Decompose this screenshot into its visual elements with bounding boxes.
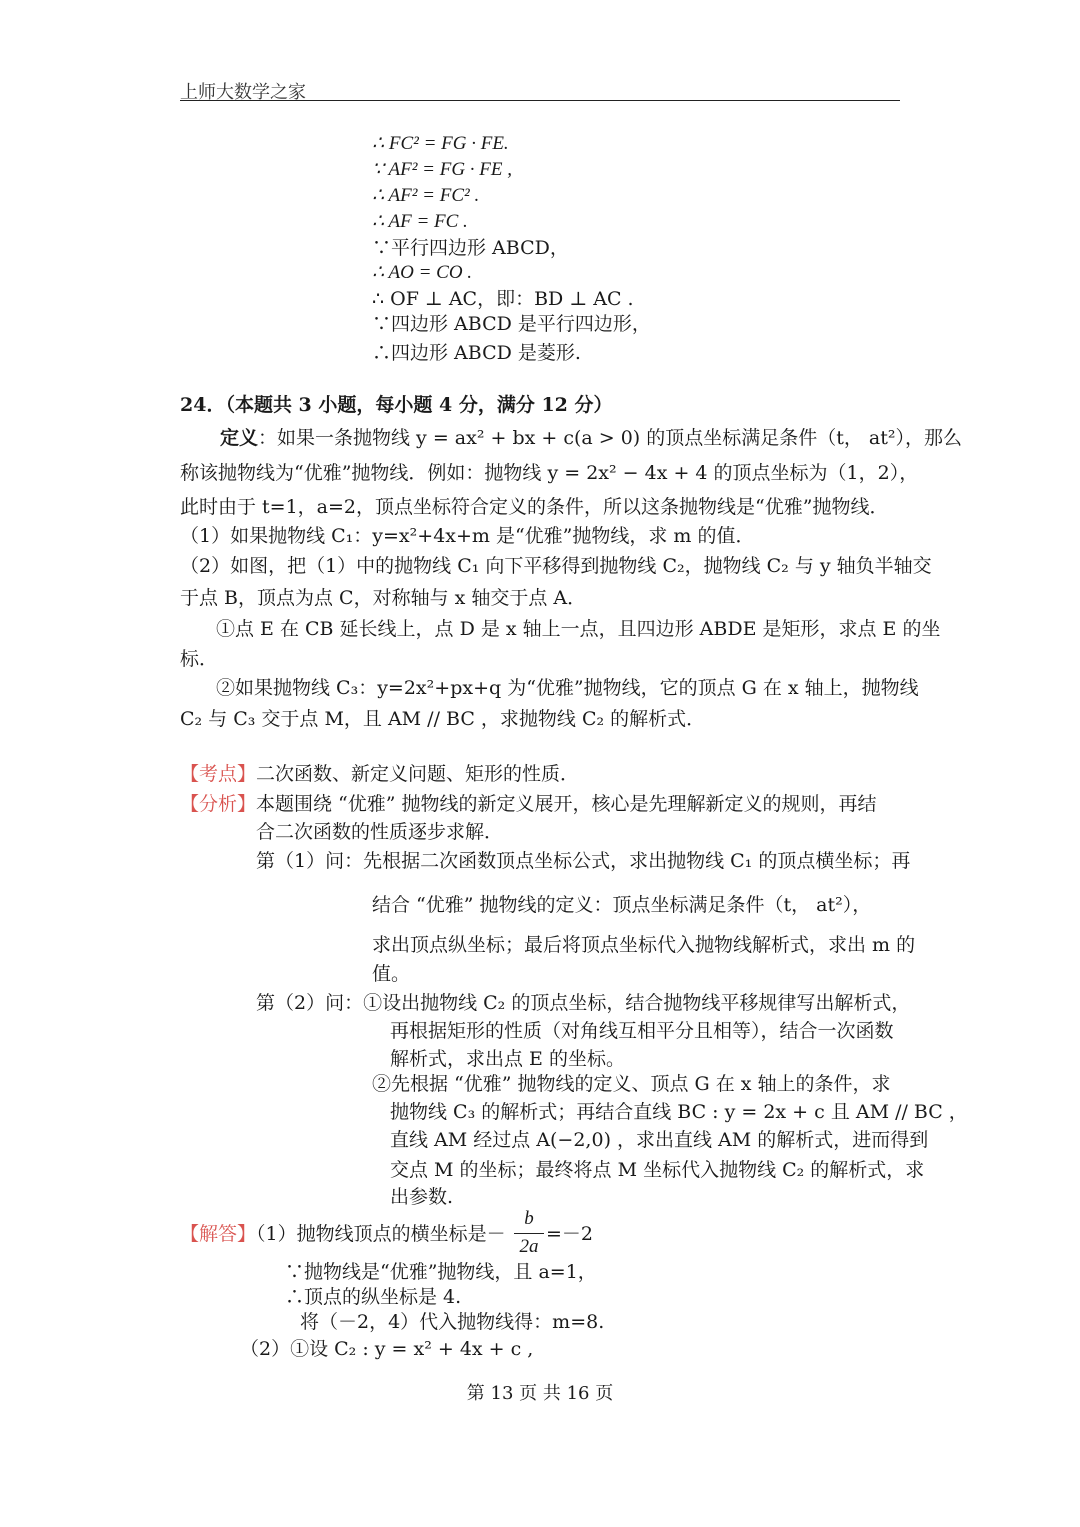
solution-line-1 [180, 1222, 506, 1246]
part2b-line-3: 直线 AM 经过点 A(−2,0) ，求出直线 AM 的解析式，进而得到 [390, 1129, 929, 1151]
question-2b-line-2: C₂ 与 C₃ 交于点 M，且 AM // BC ，求抛物线 C₂ 的解析式． [180, 708, 706, 730]
part2b-line-1: ②先根据 “优雅” 抛物线的定义、顶点 G 在 x 轴上的条件，求 [372, 1073, 891, 1095]
definition-line-1 [220, 426, 962, 450]
proof-line: ∴ AO = CO . [372, 262, 473, 283]
question-1: （1）如果抛物线 C₁：y=x²+4x+m 是“优雅”抛物线，求 m 的值． [180, 525, 755, 547]
definition-label: 定义 [220, 427, 259, 449]
solution-suffix: =－2 [546, 1223, 594, 1245]
part1-line-2: 结合 “优雅” 抛物线的定义：顶点坐标满足条件（t， at²）， [372, 894, 872, 916]
proof-line: ∵ AF² = FG · FE , [372, 159, 513, 180]
definition-line-2: 称该抛物线为“优雅”抛物线．例如：抛物线 y = 2x² − 4x + 4 的顶点坐标为（1，2）， [180, 462, 919, 484]
kaodian-text: 二次函数、新定义问题、矩形的性质． [256, 763, 580, 785]
solution-tag: 【解答】 [180, 1223, 257, 1245]
kaodian-line [180, 762, 579, 786]
fraction-bar [514, 1233, 544, 1234]
page-footer: 第 13 页 共 16 页 [466, 1383, 614, 1404]
header-rule [180, 100, 900, 101]
question-2-line-1: （2）如图，把（1）中的抛物线 C₁ 向下平移得到抛物线 C₂，抛物线 C₂ 与 y 轴负半轴交 [180, 555, 932, 577]
fenxi-text: 本题围绕 “优雅” 抛物线的新定义展开，核心是先理解新定义的规则，再结 [256, 793, 877, 815]
proof-line: ∴四边形 ABCD 是菱形. [372, 342, 581, 364]
proof-line: ∴ OF ⊥ AC，即：BD ⊥ AC . [372, 288, 634, 310]
proof-line: ∴ AF = FC . [372, 211, 468, 232]
proof-line: ∴ FC² = FG · FE. [372, 133, 509, 154]
part1-line-4: 值。 [372, 963, 411, 985]
part1-line-1: 第（1）问：先根据二次函数顶点坐标公式，求出抛物线 C₁ 的顶点横坐标；再 [256, 850, 911, 872]
fraction-numerator: b [524, 1208, 534, 1229]
part2b-line-4: 交点 M 的坐标；最终将点 M 坐标代入抛物线 C₂ 的解析式，求 [390, 1159, 925, 1181]
solution-line-5: （2）①设 C₂ : y = x² + 4x + c , [240, 1338, 534, 1360]
part1-line-3: 求出顶点纵坐标；最后将顶点坐标代入抛物线解析式，求出 m 的 [372, 934, 916, 956]
solution-line-2: ∵抛物线是“优雅”抛物线，且 a=1， [285, 1261, 597, 1283]
part2-line-3: 解析式，求出点 E 的坐标。 [390, 1048, 625, 1070]
solution-prefix: （1）抛物线顶点的横坐标是－ [256, 1223, 506, 1245]
definition-line-3: 此时由于 t=1，a=2，顶点坐标符合定义的条件，所以这条抛物线是“优雅”抛物线． [180, 496, 889, 518]
kaodian-tag: 【考点】 [180, 763, 257, 785]
part2b-line-2: 抛物线 C₃ 的解析式；再结合直线 BC : y = 2x + c 且 AM // BC ， [390, 1101, 968, 1123]
proof-line: ∴ AF² = FC² . [372, 185, 480, 206]
question-2b-line-1: ②如果抛物线 C₃：y=2x²+px+q 为“优雅”抛物线，它的顶点 G 在 x 轴上，抛物线 [216, 677, 919, 699]
fenxi-line-2: 合二次函数的性质逐步求解． [256, 821, 504, 843]
solution-line-3: ∴顶点的纵坐标是 4. [285, 1286, 462, 1308]
page-header-title: 上师大数学之家 [180, 82, 306, 103]
solution-line-4: 将（－2，4）代入抛物线得：m=8. [300, 1311, 605, 1333]
definition-text: ：如果一条抛物线 y = ax² + bx + c(a > 0) 的顶点坐标满足条件（t， at²），那么 [258, 427, 963, 449]
problem-24-heading: 24．（本题共 3 小题，每小题 4 分，满分 12 分） [180, 394, 613, 416]
question-2-line-2: 于点 B，顶点为点 C，对称轴与 x 轴交于点 A． [180, 587, 587, 609]
part2b-line-5: 出参数. [390, 1186, 454, 1208]
part2-line-2: 再根据矩形的性质（对角线互相平分且相等），结合一次函数 [390, 1020, 894, 1042]
question-2a-line-1: ①点 E 在 CB 延长线上，点 D 是 x 轴上一点，且四边形 ABDE 是矩形，求点 E 的坐 [216, 618, 941, 640]
proof-line: ∵平行四边形 ABCD， [372, 237, 569, 259]
fenxi-tag: 【分析】 [180, 793, 257, 815]
question-2a-line-2: 标． [180, 648, 219, 670]
proof-line: ∵四边形 ABCD 是平行四边形， [372, 313, 651, 335]
fraction-denominator: 2a [519, 1236, 539, 1257]
part2-line-1: 第（2）问：①设出抛物线 C₂ 的顶点坐标，结合抛物线平移规律写出解析式， [256, 992, 911, 1014]
fenxi-line-1 [180, 792, 877, 816]
